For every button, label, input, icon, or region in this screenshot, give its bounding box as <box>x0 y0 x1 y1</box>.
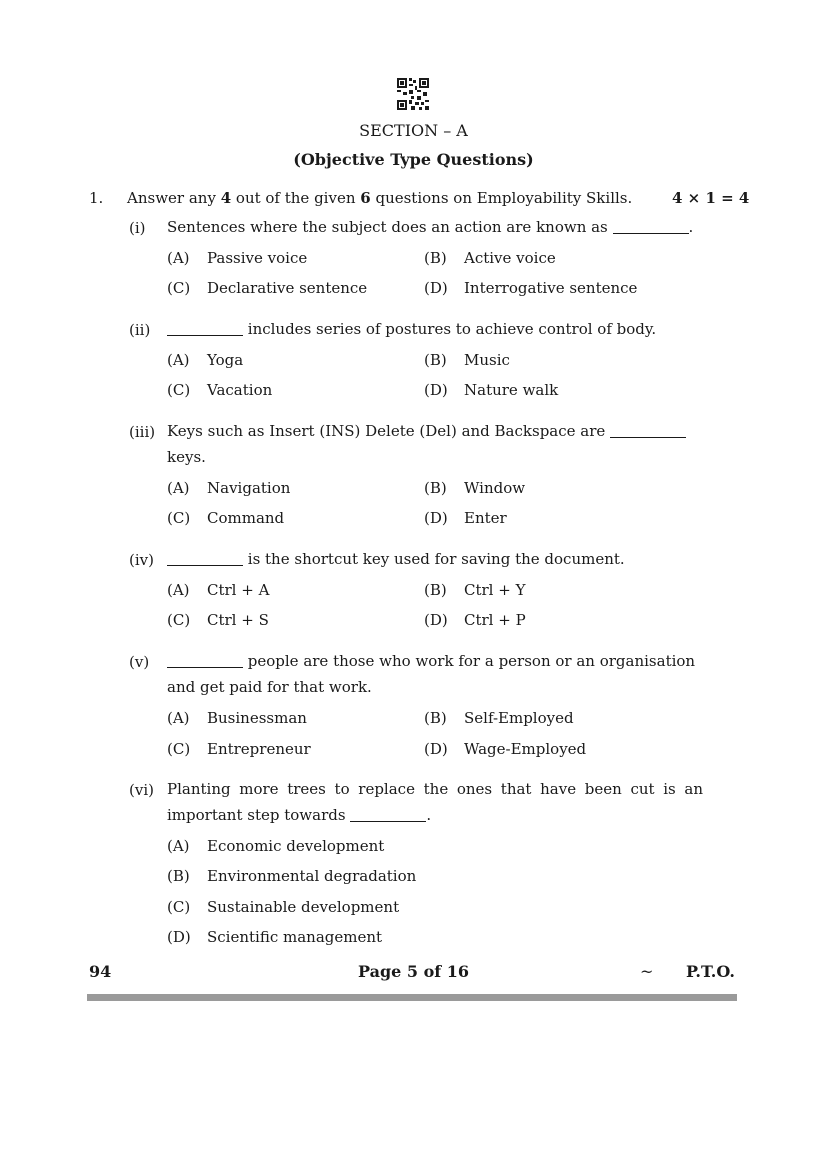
answer-blank <box>167 653 243 668</box>
stem-text: Keys such as Insert (INS) Delete (Del) and Backspace are <box>167 422 611 440</box>
option-label: (B) <box>424 709 447 727</box>
option-b <box>424 479 525 497</box>
option-text: Scientific management <box>207 928 383 946</box>
option-text: Music <box>464 351 510 369</box>
option-label: (A) <box>167 351 190 369</box>
option-a <box>167 479 290 497</box>
option-label: (B) <box>424 479 447 497</box>
paper-code: 94 <box>89 962 112 981</box>
option-label: (C) <box>167 509 191 527</box>
option-label: (D) <box>424 381 448 399</box>
option-text: Ctrl + P <box>464 611 526 629</box>
stem-text: and get paid for that work. <box>167 678 372 696</box>
answer-blank <box>167 321 243 336</box>
question-stem <box>167 648 703 700</box>
option-c <box>167 279 367 297</box>
option-text: Entrepreneur <box>207 740 311 758</box>
option-d <box>424 381 558 399</box>
option-label: (C) <box>167 279 191 297</box>
prompt-num-1: 4 <box>220 189 232 207</box>
stem-text: Sentences where the subject does an action are known as <box>167 218 613 236</box>
stem-text: keys. <box>167 448 206 466</box>
option-label: (A) <box>167 249 190 267</box>
option-text: Navigation <box>207 479 291 497</box>
option-label: (A) <box>167 479 190 497</box>
option-label: (A) <box>167 581 190 599</box>
option-b <box>424 581 525 599</box>
option-b <box>167 867 416 885</box>
option-d <box>424 740 586 758</box>
option-text: Ctrl + A <box>207 581 270 599</box>
option-label: (B) <box>424 581 447 599</box>
stem-text: is the shortcut key used for saving the document. <box>243 550 625 568</box>
option-text: Businessman <box>207 709 307 727</box>
option-c <box>167 509 284 527</box>
option-text: Self-Employed <box>464 709 574 727</box>
option-label: (D) <box>424 279 448 297</box>
prompt-mid: out of the given <box>231 189 361 207</box>
option-label: (D) <box>424 740 448 758</box>
option-b <box>424 351 510 369</box>
stem-text: Planting more trees to replace the ones that have been cut is an <box>167 780 703 798</box>
option-text: Declarative sentence <box>207 279 368 297</box>
roman-numeral: (iii) <box>129 423 156 441</box>
prompt-num-2: 6 <box>360 189 371 207</box>
qr-code-image <box>397 78 429 110</box>
option-text: Passive voice <box>207 249 308 267</box>
option-d <box>424 611 526 629</box>
option-text: Sustainable development <box>207 898 400 916</box>
option-text: Command <box>207 509 285 527</box>
answer-blank <box>350 807 426 822</box>
question-prompt <box>127 189 632 207</box>
roman-numeral: (iv) <box>129 551 154 569</box>
option-label: (D) <box>424 611 448 629</box>
prompt-post: questions on Employability Skills. <box>370 189 633 207</box>
option-b <box>424 709 574 727</box>
option-a <box>167 837 384 855</box>
option-a <box>167 351 243 369</box>
option-label: (D) <box>424 509 448 527</box>
stem-text: includes series of postures to achieve control of body. <box>243 320 657 338</box>
section-subtitle: (Objective Type Questions) <box>293 150 534 169</box>
option-text: Economic development <box>207 837 385 855</box>
stem-text: important step towards <box>167 806 351 824</box>
option-a <box>167 249 307 267</box>
option-c <box>167 740 311 758</box>
option-text: Yoga <box>207 351 244 369</box>
question-stem <box>167 316 703 342</box>
question-number: 1. <box>89 189 104 207</box>
answer-blank <box>167 551 243 566</box>
option-c <box>167 381 272 399</box>
option-d <box>424 279 637 297</box>
option-label: (C) <box>167 381 191 399</box>
option-text: Active voice <box>464 249 556 267</box>
page-number: Page 5 of 16 <box>358 962 469 981</box>
option-c <box>167 898 399 916</box>
option-label: (C) <box>167 740 191 758</box>
option-text: Vacation <box>207 381 273 399</box>
stem-text: people are those who work for a person or an organisation <box>243 652 696 670</box>
option-label: (A) <box>167 709 190 727</box>
option-label: (B) <box>424 249 447 267</box>
footer-rule <box>87 994 737 1001</box>
answer-blank <box>610 423 686 438</box>
question-stem <box>167 418 703 470</box>
prompt-pre: Answer any <box>127 189 221 207</box>
option-text: Environmental degradation <box>207 867 417 885</box>
option-a <box>167 709 307 727</box>
option-label: (C) <box>167 611 191 629</box>
stem-text: . <box>426 806 432 824</box>
question-stem <box>167 546 703 572</box>
option-label: (D) <box>167 928 191 946</box>
option-label: (A) <box>167 837 190 855</box>
option-c <box>167 611 269 629</box>
option-text: Interrogative sentence <box>464 279 638 297</box>
option-label: (B) <box>424 351 447 369</box>
option-text: Window <box>464 479 526 497</box>
roman-numeral: (ii) <box>129 321 151 339</box>
question-stem <box>167 776 703 828</box>
option-text: Ctrl + Y <box>464 581 526 599</box>
option-label: (C) <box>167 898 191 916</box>
roman-numeral: (v) <box>129 653 150 671</box>
answer-blank <box>613 219 689 234</box>
stem-text: . <box>688 218 694 236</box>
pto-label: P.T.O. <box>686 962 735 981</box>
option-label: (B) <box>167 867 190 885</box>
roman-numeral: (vi) <box>129 781 154 799</box>
option-text: Wage-Employed <box>464 740 587 758</box>
option-a <box>167 581 269 599</box>
question-stem <box>167 214 703 240</box>
option-text: Nature walk <box>464 381 559 399</box>
option-text: Ctrl + S <box>207 611 269 629</box>
roman-numeral: (i) <box>129 219 146 237</box>
option-b <box>424 249 556 267</box>
section-title: SECTION – A <box>359 121 468 140</box>
option-text: Enter <box>464 509 507 527</box>
option-d <box>167 928 382 946</box>
footer-tilde: ~ <box>640 962 654 981</box>
option-d <box>424 509 507 527</box>
question-marks: 4 × 1 = 4 <box>672 189 750 207</box>
